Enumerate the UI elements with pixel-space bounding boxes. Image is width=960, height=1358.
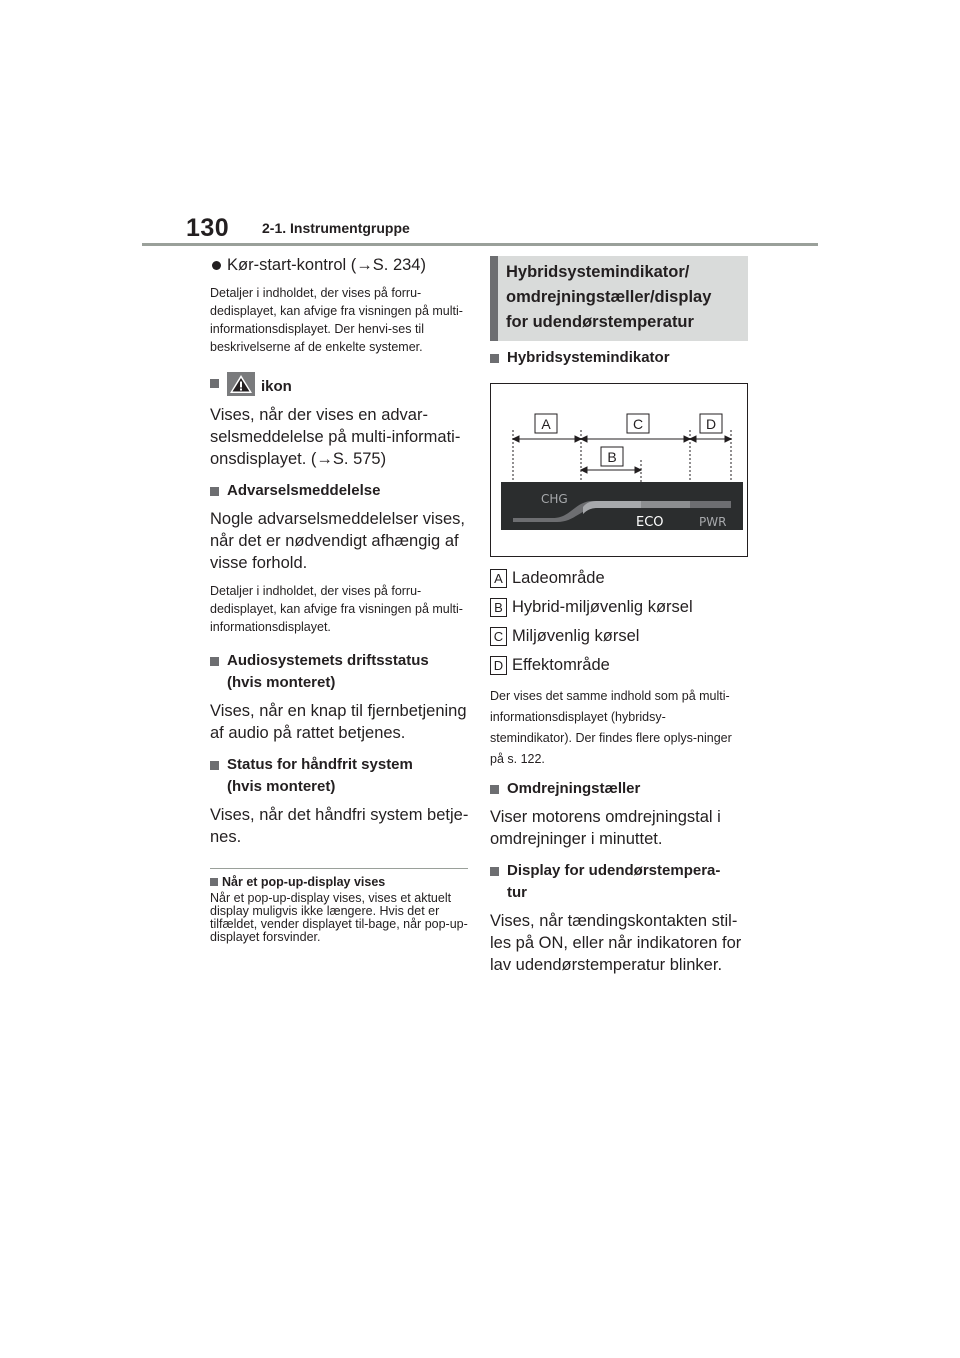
rpm-text: Viser motorens omdrejningstal i omdrejninger i minuttet. <box>490 808 721 848</box>
icon-text-ref: S. 575) <box>332 450 387 468</box>
square-bullet-icon <box>210 657 219 666</box>
arrow-icon: → <box>356 256 373 274</box>
temp-heading-line1: Display for udendørstempera- <box>507 862 721 879</box>
note-heading <box>210 874 472 890</box>
bullet-ref: S. 234) <box>372 256 426 274</box>
hybrid-note: Der vises det samme indhold som på multi-informationsdisplayet (hybridsy-stemindikator). Der findes flere oplys-ninger på s. 122. <box>490 689 732 766</box>
audio-heading <box>210 650 472 694</box>
left-column <box>210 254 472 944</box>
handsfree-heading <box>210 754 472 798</box>
label-b: B <box>607 449 617 465</box>
icon-text-main: Vises, når der vises en advar-selsmeddelelse på multi-informati-onsdisplayet. ( <box>210 406 461 468</box>
arrow-icon: → <box>316 450 333 468</box>
page-number: 130 <box>186 214 230 242</box>
legend-item-b <box>490 596 752 618</box>
legend-item-a <box>490 567 752 589</box>
square-bullet-icon <box>210 878 218 886</box>
legend-text: Effektområde <box>512 656 610 674</box>
icon-heading <box>210 372 472 398</box>
icon-text <box>210 404 472 470</box>
legend-list <box>490 567 752 676</box>
pwr-label: PWR <box>699 515 727 529</box>
legend-key: D <box>490 656 507 675</box>
eco-label: ECO <box>636 515 664 530</box>
audio-heading-line1: Audiosystemets driftsstatus <box>227 652 429 669</box>
legend-key: A <box>490 569 507 588</box>
hybrid-indicator-diagram <box>490 383 748 557</box>
rpm-heading-text: Omdrejningstæller <box>507 780 641 797</box>
label-d: D <box>705 416 717 432</box>
square-bullet-icon <box>490 867 499 876</box>
header-rule <box>142 243 818 246</box>
warn-heading-text: Advarselsmeddelelse <box>227 482 381 499</box>
section-title: 2-1. Instrumentgruppe <box>262 220 410 236</box>
handsfree-text: Vises, når det håndfri system betje-nes. <box>210 806 469 846</box>
audio-text: Vises, når en knap til fjernbetjening af audio på rattet betjenes. <box>210 702 467 742</box>
rpm-heading <box>490 778 752 800</box>
details-text-1: Detaljer i indholdet, der vises på forru-dedisplayet, kan afvige fra visningen på multi-informationsdisplayet. Der henvi-ses til beskrivelserne af de enkelte systemer. <box>210 286 463 354</box>
hybrid-indicator-figure <box>491 384 747 556</box>
warn-text: Nogle advarselsmeddelelser vises, når det er nødvendigt afhængig af visse forhold. <box>210 510 465 572</box>
temp-text: Vises, når tændingskontakten stil-les på ON, eller når indikatoren for lav udendørstemperatur blinker. <box>490 912 742 974</box>
square-bullet-icon <box>490 354 499 363</box>
handsfree-heading-line2: (hvis monteret) <box>227 778 336 795</box>
note-heading-text: Når et pop-up-display vises <box>222 875 386 889</box>
square-bullet-icon <box>210 379 219 388</box>
legend-key: C <box>490 627 507 646</box>
icon-heading-text: ikon <box>261 378 292 395</box>
note-text: Når et pop-up-display vises, vises et aktuelt display muligvis ikke længere. Hvis det er tilfældet, vender displayet til-bage, når pop-up-displayet forsvinder. <box>210 891 468 944</box>
topic-header-box <box>490 256 748 341</box>
temp-heading-line2: tur <box>507 884 527 901</box>
bullet-text: Kør-start-kontrol ( <box>227 256 357 274</box>
bullet-dot <box>212 261 221 270</box>
topic-title-line3: for udendørstemperatur <box>506 313 694 331</box>
bullet-kor-start <box>210 254 472 276</box>
topic-title-line2: omdrejningstæller/display <box>506 288 712 306</box>
hybrid-heading-text: Hybridsystemindikator <box>507 349 670 366</box>
square-bullet-icon <box>210 761 219 770</box>
warn-heading <box>210 480 472 502</box>
warning-triangle-icon <box>227 372 255 396</box>
audio-heading-line2: (hvis monteret) <box>227 674 336 691</box>
hybrid-heading <box>490 347 752 369</box>
legend-key: B <box>490 598 507 617</box>
legend-text: Ladeområde <box>512 569 605 587</box>
note-rule <box>210 868 468 869</box>
temp-heading <box>490 860 752 904</box>
chg-label: CHG <box>541 492 568 506</box>
label-c: C <box>632 416 644 432</box>
topic-title-line1: Hybridsystemindikator/ <box>506 263 690 281</box>
legend-text: Miljøvenlig kørsel <box>512 627 640 645</box>
details-text-2: Detaljer i indholdet, der vises på forru-dedisplayet, kan afvige fra visningen på multi-informationsdisplayet. <box>210 584 463 634</box>
square-bullet-icon <box>210 487 219 496</box>
legend-item-c <box>490 625 752 647</box>
right-column <box>490 256 752 976</box>
handsfree-heading-line1: Status for håndfrit system <box>227 756 413 773</box>
label-a: A <box>541 416 551 432</box>
legend-item-d <box>490 654 752 676</box>
legend-text: Hybrid-miljøvenlig kørsel <box>512 598 693 616</box>
square-bullet-icon <box>490 785 499 794</box>
